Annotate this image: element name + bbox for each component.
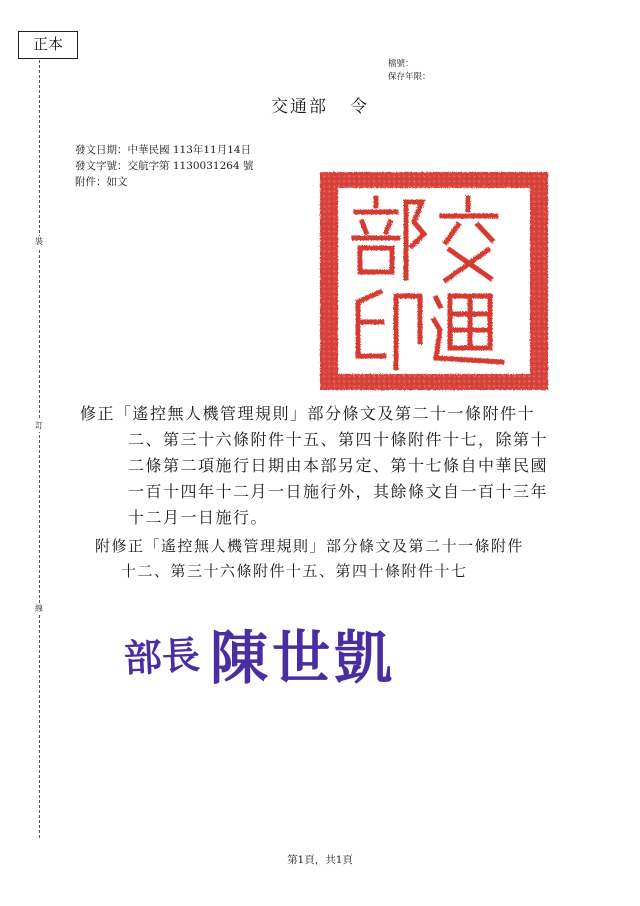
body-line: 十二月一日施行。 [128,508,269,527]
file-meta [388,58,431,84]
body-line: 一百十四年十二月一日施行外，其餘條文自一百十三年 [128,482,549,501]
document-header [75,142,253,190]
minister-title: 部長 [122,632,201,681]
minister-signature [120,600,420,700]
body-line: 二、第三十六條附件十五、第四十條附件十七，除第十 [128,430,549,449]
document-title [0,92,640,117]
body-line: 修正「遙控無人機管理規則」部分條文及第二十一條附件十 [80,404,536,423]
copy-label: 正本 [18,31,78,59]
decree-body [80,401,560,531]
binding-mark: 訂 [30,420,48,432]
page-footer: 第1頁，共1頁 [287,854,353,866]
binding-mark: 裝 [30,236,48,248]
file-number-label: 檔號： [388,59,414,69]
official-seal-icon [318,170,550,392]
issue-date: 發文日期：中華民國 113年11月14日 [75,144,252,156]
binding-mark: 線 [30,603,48,615]
attachment-line: 十二、第三十六條附件十五、第四十條附件十七 [121,562,468,580]
attachment-note: 附件：如文 [75,176,128,188]
binding-line [39,60,40,838]
agency-name: 交通部 [271,97,328,117]
attachment-statement [95,534,575,584]
document-type: 令 [350,97,369,117]
body-line: 二條第二項施行日期由本部另定、第十七條自中華民國 [128,456,549,475]
minister-name: 陳世凱 [210,624,397,692]
document-number: 發文字號：交航字第 1130031264 號 [75,160,254,172]
attachment-line: 附修正「遙控無人機管理規則」部分條文及第二十一條附件 [95,537,525,555]
retention-period-label: 保存年限： [388,72,431,82]
